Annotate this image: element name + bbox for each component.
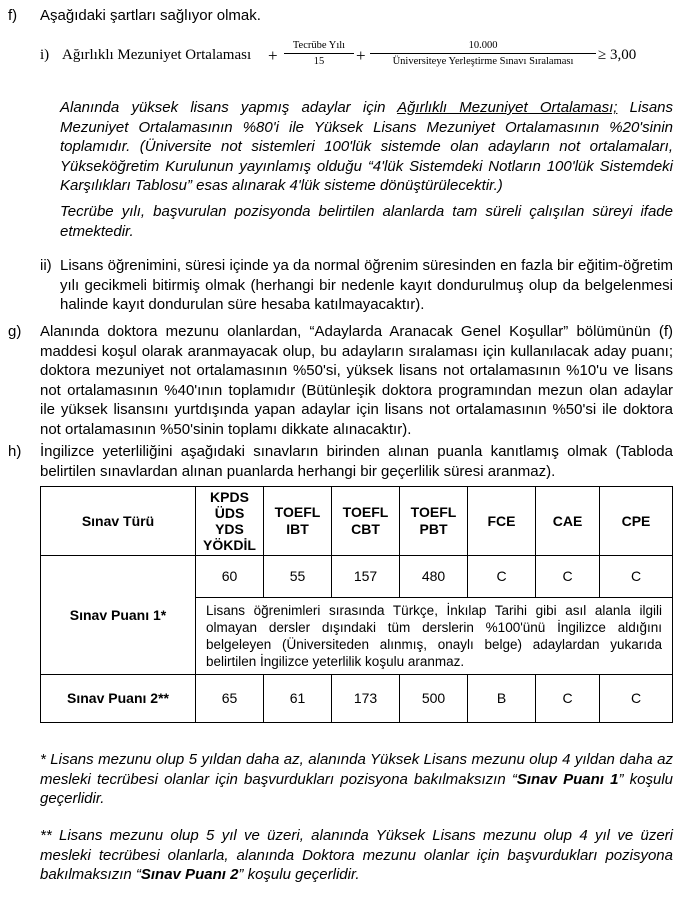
table-cell: C: [536, 556, 600, 598]
formula-fraction-experience: [284, 39, 354, 68]
table-header-cell: KPDS ÜDS YDS YÖKDİL: [196, 487, 264, 556]
table-cell: 65: [196, 675, 264, 723]
table-header-cell: TOEFL CBT: [332, 487, 400, 556]
item-f-ii-marker: ii): [40, 257, 52, 274]
item-f-text: Aşağıdaki şartları sağlıyor olmak.: [40, 7, 261, 24]
formula-label: Ağırlıklı Mezuniyet Ortalaması: [62, 47, 252, 63]
formula-relation: ≥ 3,00: [598, 47, 637, 63]
formula-fraction-ranking: [370, 39, 596, 68]
table-cell: C: [600, 675, 673, 723]
footnote-1-tail: ” koşulu geçerlidir.: [40, 770, 673, 807]
fraction-denominator: 15: [313, 56, 325, 67]
table-cell: 157: [332, 556, 400, 598]
table-cell: 500: [400, 675, 468, 723]
table-cell: B: [468, 675, 536, 723]
gpa-note: [60, 98, 673, 196]
table-header-cell: Sınav Türü: [41, 487, 196, 556]
table-header-cell: CAE: [536, 487, 600, 556]
formula-plus-1: +: [268, 46, 278, 65]
formula-marker: i): [40, 47, 50, 63]
item-g-text: Alanında doktora mezunu olanlardan, “Adaylarda Aranacak Genel Koşullar” bölümünün (f) maddesi koşul olarak aranmayacak olup, bu adayların sıralaması için kullanılacak aday puanı; doktora mezuniyet not ortalamasının %50'si, yüksek lisans not ortalamasının %10'u ve lisans not ortalamasının %40'ının toplamıdır (Bütünleşik doktora programından mezun olan adaylar ile yüksek lisansını yurtdışında yapan adaylar için lisans not ortalamasının %50'si ile doktora not ortalamasının %50'sinin toplamı dikkate alınacaktır).: [40, 323, 673, 438]
table-row-label: Sınav Puanı 1*: [41, 556, 196, 675]
fraction-numerator: 10.000: [468, 40, 498, 51]
table-cell: 55: [264, 556, 332, 598]
table-cell: C: [468, 556, 536, 598]
footnote-1: [40, 750, 673, 809]
gpa-note-prefix: Alanında yüksek lisans yapmış adaylar için: [60, 99, 398, 116]
table-cell: C: [600, 556, 673, 598]
footnote-2-bold: Sınav Puanı 2: [140, 866, 239, 883]
item-g-marker: g): [8, 323, 22, 340]
table-row-label: Sınav Puanı 2**: [41, 675, 196, 723]
table-cell: 173: [332, 675, 400, 723]
item-f-ii-text: Lisans öğrenimini, süresi içinde ya da normal öğrenim süresinden en fazla bir eğitim-öğretim yılı gecikmeli bitirmiş olmak (herhangi bir nedenle kayıt dondurulmuş olup da belgelenmesi halinde kayıt dondurulan süre hesaba katılmayacaktır).: [60, 257, 673, 313]
footnote-2: [40, 826, 673, 885]
table-row: [41, 675, 673, 723]
table-cell: 60: [196, 556, 264, 598]
formula-plus-2: +: [356, 46, 366, 65]
exam-score-table: [40, 486, 673, 723]
footnote-1-bold: Sınav Puanı 1: [516, 770, 619, 788]
table-row: [41, 556, 673, 598]
item-f-marker: f): [8, 7, 18, 24]
item-h-text: İngilizce yeterliliğini aşağıdaki sınavların birinden alınan puanla kanıtlamış olmak (Tabloda belirtilen sınavlardan alınan puanlarda herhangi bir geçerlilik süresi aranmaz).: [40, 443, 673, 480]
table-header-row: [41, 487, 673, 556]
gpa-formula: [40, 40, 680, 80]
gpa-note-rest: Lisans Mezuniyet Ortalamasının %80'i ile Yüksek Lisans Mezuniyet Ortalamasının %20'sinin toplamıdır. (Üniversite not sistemleri 100'lük sistemde olan adayların not ortalamaları, Yükseköğretim Kurulunun yayınlamış olduğu “4'lük Sistemdeki Notların 100'lük Sistemdeki Karşılıkları Tablosu” esas alınarak 4'lük sisteme dönüştürülecektir.): [60, 99, 674, 194]
table-header-cell: CPE: [600, 487, 673, 556]
footnote-2-text: ** Lisans mezunu olup 5 yıl ve üzeri, alanında Yüksek Lisans mezunu olup 4 yıl ve üzeri mesleki tecrübesi olanlarla, alanında Doktora mezunu olanlar için başvurdukları pozisyona bakılmaksızın “: [40, 827, 673, 883]
table-header-cell: TOEFL PBT: [400, 487, 468, 556]
gpa-note-underlined: Ağırlıklı Mezuniyet Ortalaması;: [397, 99, 618, 116]
table-header-cell: FCE: [468, 487, 536, 556]
table-header-cell: TOEFL IBT: [264, 487, 332, 556]
fraction-numerator: Tecrübe Yılı: [292, 40, 346, 51]
experience-note: Tecrübe yılı, başvurulan pozisyonda belirtilen alanlarda tam süreli çalışılan süreyi ifade etmektedir.: [60, 203, 673, 240]
table-cell: 480: [400, 556, 468, 598]
fraction-bar: [370, 53, 596, 54]
footnote-1-text: * Lisans mezunu olup 5 yıldan daha az, alanında Yüksek Lisans mezunu olup 4 yıldan daha az mesleki tecrübesi olanlar için başvurdukları pozisyona bakılmaksızın “: [40, 751, 673, 788]
footnote-2-tail: ” koşulu geçerlidir.: [238, 866, 360, 883]
fraction-denominator: Üniversiteye Yerleştirme Sınavı Sıralaması: [392, 56, 574, 67]
table-cell: 61: [264, 675, 332, 723]
table-exemption-note: Lisans öğrenimleri sırasında Türkçe, İnkılap Tarihi gibi asıl alanla ilgili olmayan dersler dışındaki tüm derslerin %100'ünü İngilizce aldığını belgeleyen (Üniversiteden alınmış, onaylı belge) adaylardan yukarıda belirtilen İngilizce yeterlilik koşulu aranmaz.: [196, 598, 673, 675]
table-cell: C: [536, 675, 600, 723]
fraction-bar: [284, 53, 354, 54]
item-h-marker: h): [8, 443, 22, 460]
